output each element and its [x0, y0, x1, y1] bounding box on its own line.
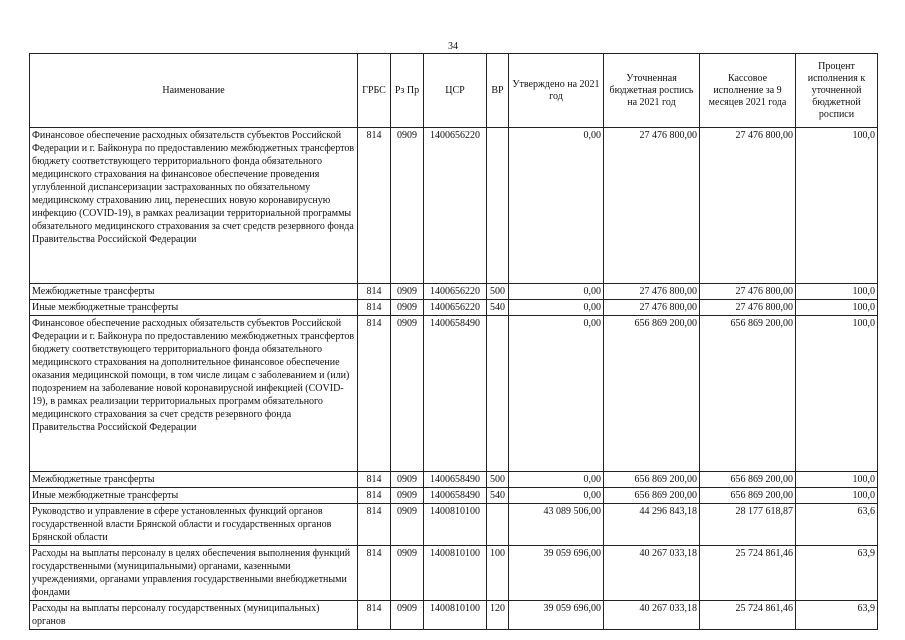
- row-name: Расходы на выплаты персоналу государственных (муниципальных) органов: [30, 601, 358, 630]
- row-rz-pr: 0909: [391, 300, 424, 316]
- row-name: Межбюджетные трансферты: [30, 284, 358, 300]
- header-rz-pr: Рз Пр: [391, 54, 424, 128]
- row-rz-pr: 0909: [391, 546, 424, 601]
- row-refined: 40 267 033,18: [604, 601, 700, 630]
- row-approved: 0,00: [509, 128, 604, 284]
- table-header-row: [30, 54, 878, 128]
- row-vr: 120: [487, 601, 509, 630]
- row-rz-pr: 0909: [391, 488, 424, 504]
- row-refined: 27 476 800,00: [604, 128, 700, 284]
- row-vr: 100: [487, 546, 509, 601]
- row-percent: 63,9: [796, 546, 878, 601]
- row-refined: 27 476 800,00: [604, 300, 700, 316]
- budget-table: [29, 53, 878, 630]
- row-cash: 656 869 200,00: [700, 316, 796, 472]
- table-row: [30, 284, 878, 300]
- row-grbs: 814: [358, 300, 391, 316]
- row-grbs: 814: [358, 504, 391, 546]
- table-row: [30, 504, 878, 546]
- row-percent: 63,6: [796, 504, 878, 546]
- row-vr: 500: [487, 284, 509, 300]
- header-name: Наименование: [30, 54, 358, 128]
- row-grbs: 814: [358, 601, 391, 630]
- row-grbs: 814: [358, 472, 391, 488]
- row-percent: 100,0: [796, 128, 878, 284]
- row-approved: 0,00: [509, 472, 604, 488]
- row-name: Межбюджетные трансферты: [30, 472, 358, 488]
- row-name: Иные межбюджетные трансферты: [30, 300, 358, 316]
- row-grbs: 814: [358, 546, 391, 601]
- row-cash: 27 476 800,00: [700, 284, 796, 300]
- table-row: [30, 488, 878, 504]
- row-approved: 0,00: [509, 316, 604, 472]
- row-vr: 540: [487, 300, 509, 316]
- header-percent: Процент исполнения к уточненной бюджетной росписи: [796, 54, 878, 128]
- row-rz-pr: 0909: [391, 128, 424, 284]
- row-cash: 27 476 800,00: [700, 300, 796, 316]
- row-vr: [487, 128, 509, 284]
- row-rz-pr: 0909: [391, 284, 424, 300]
- row-grbs: 814: [358, 284, 391, 300]
- row-cash: 656 869 200,00: [700, 472, 796, 488]
- row-cash: 656 869 200,00: [700, 488, 796, 504]
- row-vr: [487, 504, 509, 546]
- row-csr: 1400658490: [424, 316, 487, 472]
- table-row: [30, 601, 878, 630]
- row-grbs: 814: [358, 128, 391, 284]
- table-row: [30, 546, 878, 601]
- row-percent: 100,0: [796, 300, 878, 316]
- row-refined: 27 476 800,00: [604, 284, 700, 300]
- row-refined: 44 296 843,18: [604, 504, 700, 546]
- row-vr: [487, 316, 509, 472]
- row-cash: 27 476 800,00: [700, 128, 796, 284]
- row-approved: 39 059 696,00: [509, 601, 604, 630]
- row-csr: 1400658490: [424, 472, 487, 488]
- header-grbs: ГРБС: [358, 54, 391, 128]
- row-rz-pr: 0909: [391, 504, 424, 546]
- row-approved: 39 059 696,00: [509, 546, 604, 601]
- row-csr: 1400656220: [424, 128, 487, 284]
- row-csr: 1400658490: [424, 488, 487, 504]
- row-percent: 63,9: [796, 601, 878, 630]
- row-cash: 25 724 861,46: [700, 546, 796, 601]
- row-grbs: 814: [358, 316, 391, 472]
- table-row: [30, 472, 878, 488]
- header-refined: Уточненная бюджетная роспись на 2021 год: [604, 54, 700, 128]
- row-csr: 1400810100: [424, 546, 487, 601]
- table-row: [30, 300, 878, 316]
- row-csr: 1400810100: [424, 601, 487, 630]
- header-approved: Утверждено на 2021 год: [509, 54, 604, 128]
- row-approved: 0,00: [509, 488, 604, 504]
- row-csr: 1400656220: [424, 284, 487, 300]
- row-cash: 28 177 618,87: [700, 504, 796, 546]
- row-percent: 100,0: [796, 488, 878, 504]
- row-csr: 1400656220: [424, 300, 487, 316]
- page-number: 34: [448, 41, 458, 52]
- row-refined: 40 267 033,18: [604, 546, 700, 601]
- row-refined: 656 869 200,00: [604, 316, 700, 472]
- row-name: Финансовое обеспечение расходных обязательств субъектов Российской Федерации и г. Байконура по предоставлению межбюджетных трансфертов бюджету соответствующего территориального фонда обязательного медицинского страхования на финансовое обеспечение проведения углубленной диспансеризации застрахованных по обязательному медицинскому страхованию лиц, перенесших новую коронавирусную инфекцию (COVID-19), в рамках реализации территориальной программы обязательного медицинского страхования за счет средств резервного фонда Правительства Российской Федерации: [30, 128, 358, 284]
- row-approved: 0,00: [509, 284, 604, 300]
- row-rz-pr: 0909: [391, 601, 424, 630]
- row-approved: 0,00: [509, 300, 604, 316]
- table-row: [30, 316, 878, 472]
- row-name: Расходы на выплаты персоналу в целях обеспечения выполнения функций государственными (муниципальными) органами, казенными учреждениями, органами управления государственными внебюджетными фондами: [30, 546, 358, 601]
- row-percent: 100,0: [796, 284, 878, 300]
- row-vr: 500: [487, 472, 509, 488]
- header-csr: ЦСР: [424, 54, 487, 128]
- header-cash: Кассовое исполнение за 9 месяцев 2021 года: [700, 54, 796, 128]
- row-refined: 656 869 200,00: [604, 472, 700, 488]
- row-name: Иные межбюджетные трансферты: [30, 488, 358, 504]
- row-cash: 25 724 861,46: [700, 601, 796, 630]
- row-rz-pr: 0909: [391, 316, 424, 472]
- header-vr: ВР: [487, 54, 509, 128]
- table-row: [30, 128, 878, 284]
- row-csr: 1400810100: [424, 504, 487, 546]
- row-name: Руководство и управление в сфере установленных функций органов государственной власти Брянской области и государственных органов Брянской области: [30, 504, 358, 546]
- row-rz-pr: 0909: [391, 472, 424, 488]
- row-vr: 540: [487, 488, 509, 504]
- row-percent: 100,0: [796, 316, 878, 472]
- row-refined: 656 869 200,00: [604, 488, 700, 504]
- row-grbs: 814: [358, 488, 391, 504]
- row-percent: 100,0: [796, 472, 878, 488]
- row-approved: 43 089 506,00: [509, 504, 604, 546]
- row-name: Финансовое обеспечение расходных обязательств субъектов Российской Федерации и г. Байконура по предоставлению межбюджетных трансфертов бюджету соответствующего территориального фонда обязательного медицинского страхования на дополнительное финансовое обеспечение оказания медицинской помощи, в том числе лицам с заболеванием и (или) подозрением на заболевание новой коронавирусной инфекцией (COVID-19), в рамках реализации территориальных программ обязательного медицинского страхования за счет средств резервного фонда Правительства Российской Федерации: [30, 316, 358, 472]
